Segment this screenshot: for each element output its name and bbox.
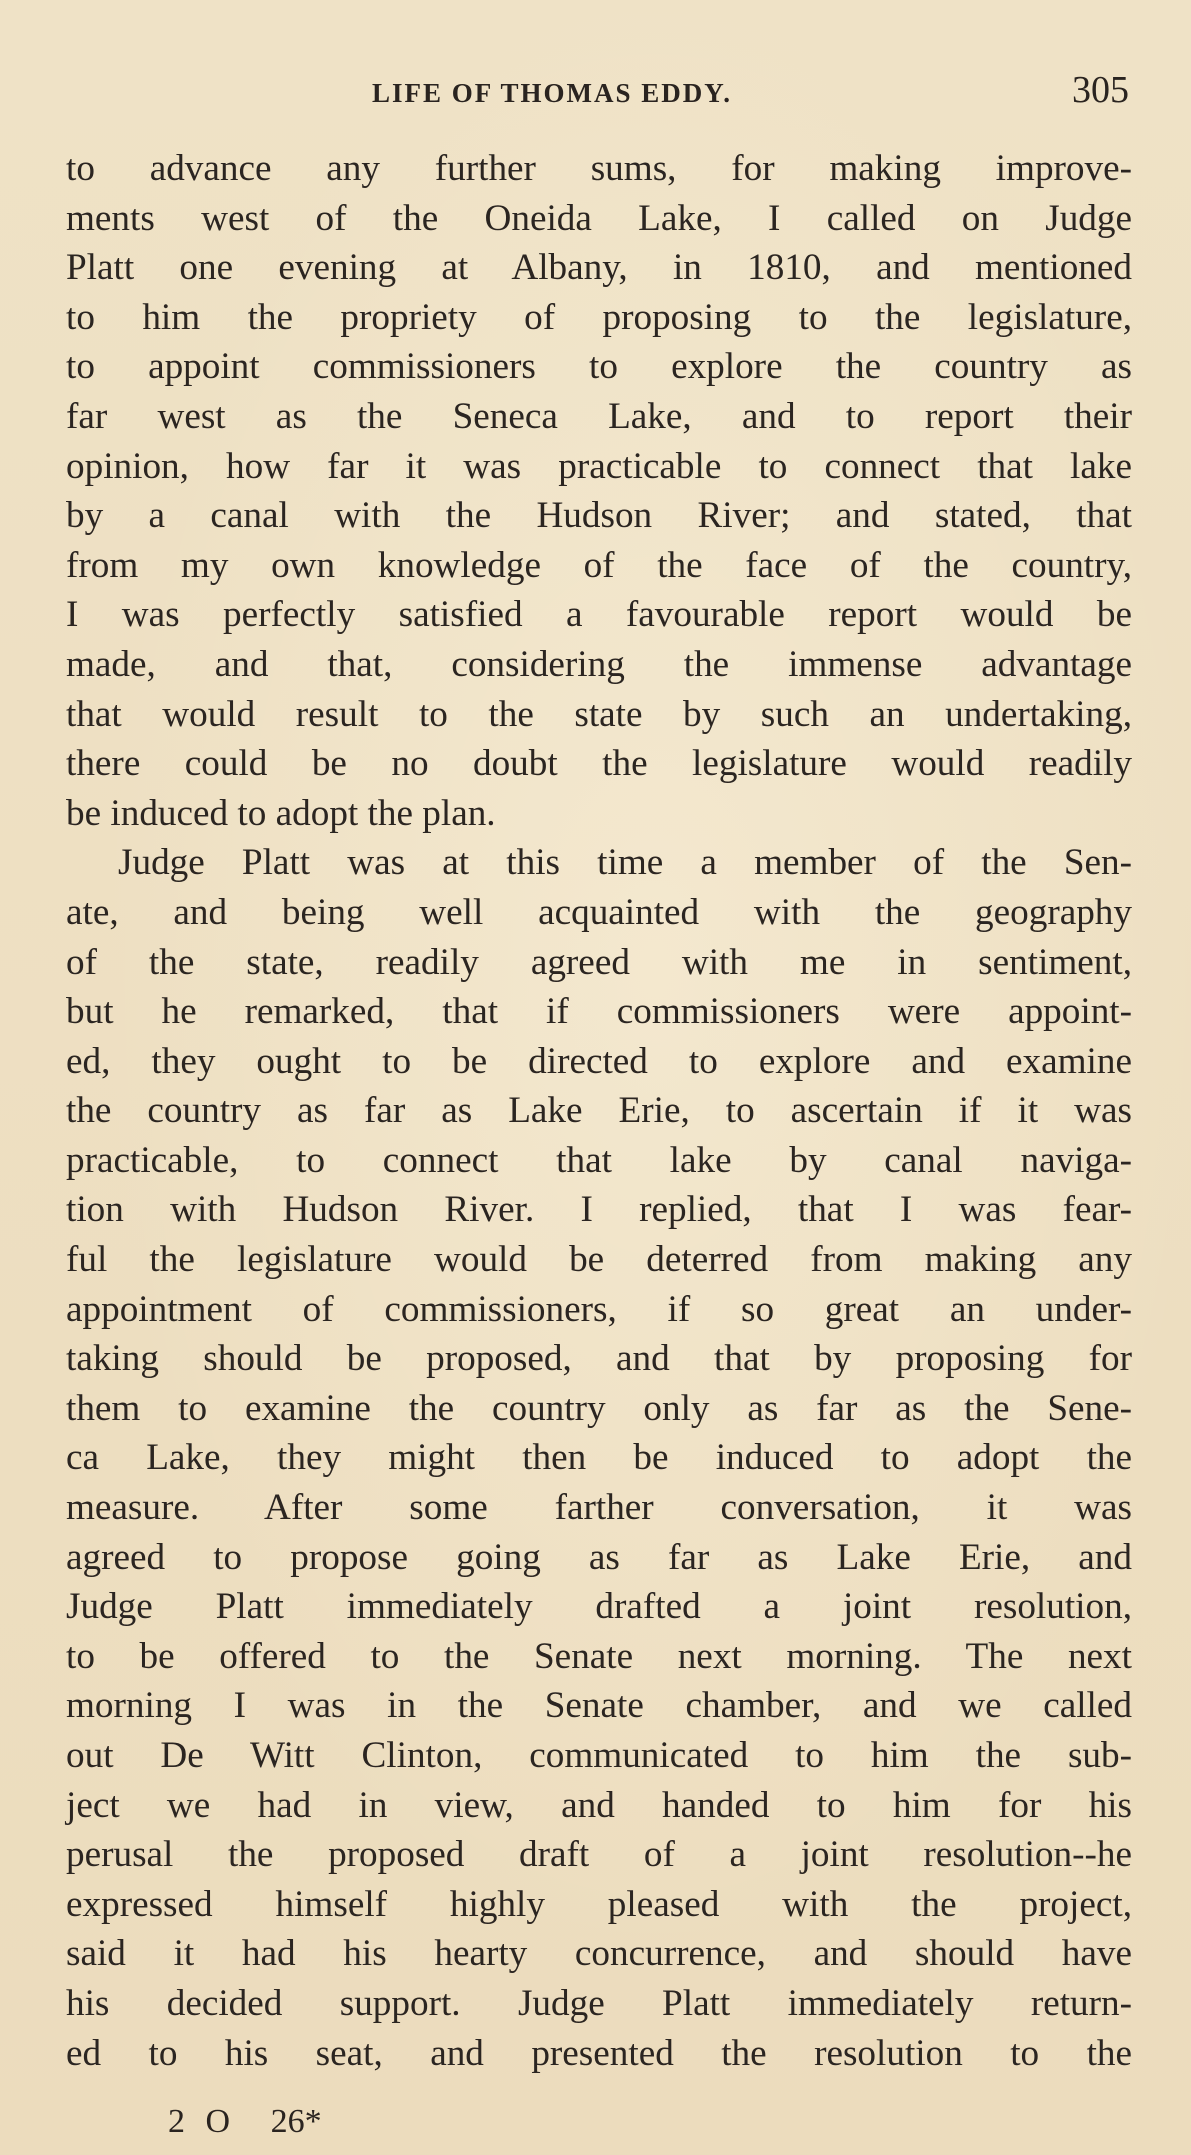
text-line: out De Witt Clinton, communicated to him the sub- — [66, 1735, 1132, 1776]
text-line: that would result to the state by such an undertaking, — [66, 693, 1132, 735]
text-line: to advance any further sums, for making improve- — [66, 148, 1132, 189]
text-line: measure. After some farther conversation, it was — [66, 1487, 1132, 1529]
text-line: ed to his seat, and presented the resolution to the — [66, 2032, 1132, 2074]
text-line: morning I was in the Senate chamber, and we called — [66, 1685, 1132, 1727]
text-line: Judge Platt was at this time a member of the Sen- — [118, 842, 1132, 884]
text-line: I was perfectly satisfied a favourable report would be — [66, 594, 1132, 636]
text-line: appointment of commissioners, if so great an under- — [66, 1288, 1132, 1330]
text-line: made, and that, considering the immense advantage — [66, 643, 1132, 685]
text-line: expressed himself highly pleased with the project, — [66, 1883, 1132, 1925]
page-header — [0, 68, 1191, 118]
text-line: to appoint commissioners to explore the country as — [66, 346, 1132, 388]
text-line: from my own knowledge of the face of the country, — [66, 544, 1132, 586]
text-line: agreed to propose going as far as Lake Erie, and — [66, 1536, 1132, 1578]
text-line: ate, and being well acquainted with the geography — [66, 891, 1132, 933]
text-line: tion with Hudson River. I replied, that I was fear- — [66, 1189, 1132, 1231]
text-line: by a canal with the Hudson River; and stated, that — [66, 495, 1132, 537]
text-line: practicable, to connect that lake by canal naviga- — [66, 1139, 1132, 1181]
text-line: far west as the Seneca Lake, and to report their — [66, 395, 1132, 437]
text-line: of the state, readily agreed with me in sentiment, — [66, 941, 1132, 983]
text-line: his decided support. Judge Platt immediately return- — [66, 1982, 1132, 2024]
page-number: 305 — [1072, 69, 1129, 111]
text-line: taking should be proposed, and that by proposing for — [66, 1338, 1132, 1380]
body-text — [66, 144, 1132, 2078]
text-line: to him the propriety of proposing to the legislature, — [66, 296, 1132, 338]
text-line: perusal the proposed draft of a joint resolution--he — [66, 1834, 1132, 1876]
signature-mark: 2 O — [168, 2103, 237, 2140]
text-line: Platt one evening at Albany, in 1810, and mentioned — [66, 247, 1132, 289]
running-title: LIFE OF THOMAS EDDY. — [372, 78, 733, 108]
text-line: ca Lake, they might then be induced to adopt the — [66, 1437, 1132, 1479]
page-footer — [168, 2103, 322, 2141]
text-line: ject we had in view, and handed to him for his — [66, 1784, 1132, 1826]
text-line: ments west of the Oneida Lake, I called on Judge — [66, 197, 1132, 239]
sheet-mark: 26* — [270, 2103, 322, 2140]
text-line: said it had his hearty concurrence, and should have — [66, 1933, 1132, 1975]
text-line: to be offered to the Senate next morning. The next — [66, 1635, 1132, 1677]
text-line: but he remarked, that if commissioners were appoint- — [66, 991, 1132, 1033]
text-line: Judge Platt immediately drafted a joint resolution, — [66, 1586, 1132, 1628]
text-line: there could be no doubt the legislature would readily — [66, 743, 1132, 785]
text-line: them to examine the country only as far as the Sene- — [66, 1387, 1132, 1429]
text-line: be induced to adopt the plan. — [66, 792, 496, 834]
text-line: the country as far as Lake Erie, to ascertain if it was — [66, 1090, 1132, 1132]
text-line: opinion, how far it was practicable to connect that lake — [66, 445, 1132, 487]
text-line: ful the legislature would be deterred from making any — [66, 1239, 1132, 1281]
text-line: ed, they ought to be directed to explore and examine — [66, 1040, 1132, 1082]
